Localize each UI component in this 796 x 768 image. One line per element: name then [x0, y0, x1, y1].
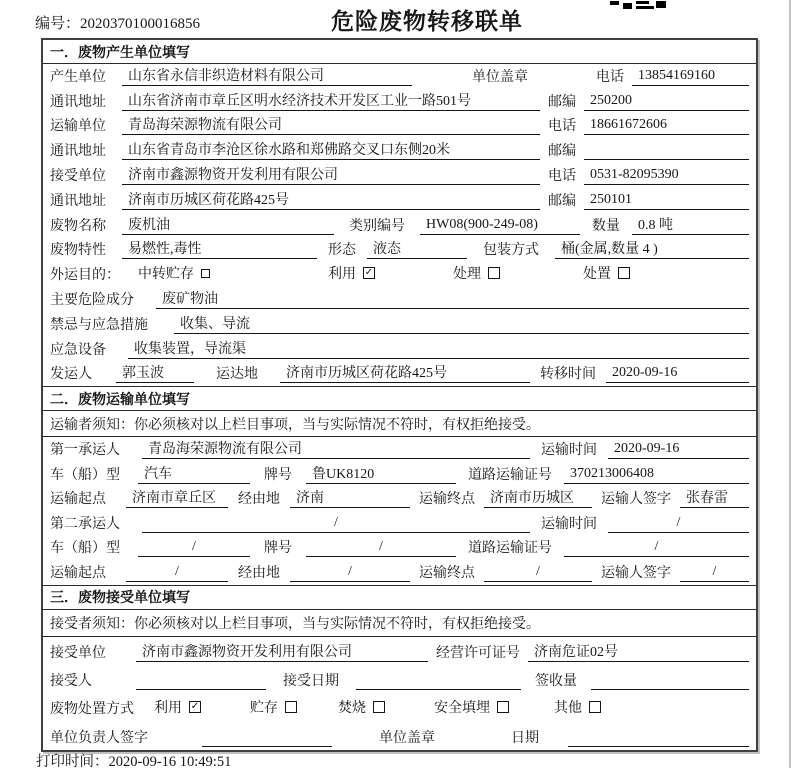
field-label: 形态 — [328, 243, 356, 259]
page-edge-line — [789, 0, 791, 768]
field-label: 废物名称 — [50, 218, 106, 234]
manifest-form — [41, 38, 758, 752]
field-label: 发运人 — [50, 367, 92, 383]
section-header: 三．废物接受单位填写 — [43, 585, 756, 610]
field-value: 液态 — [367, 238, 467, 259]
field-value: 郭玉波 — [116, 362, 194, 383]
checkbox-option — [250, 697, 338, 718]
field-label: 运输单位 — [50, 119, 106, 135]
field-label: 电话 — [596, 69, 624, 85]
static-text: 单位盖章 — [472, 69, 528, 85]
field-label: 运输人签字 — [601, 565, 671, 581]
field-value: 0531-82095390 — [584, 167, 749, 185]
field-value: HW08(900-249-08) — [420, 217, 580, 235]
serial-value: 2020370100016856 — [80, 16, 201, 32]
field-value: 济南市历城区荷花路425号 — [122, 189, 540, 210]
field-label: 单位负责人签字 — [50, 730, 148, 746]
checkbox-unchecked-icon — [201, 269, 210, 278]
checkbox-label: 中转贮存 — [138, 267, 194, 283]
field-value — [356, 672, 521, 690]
print-time — [36, 750, 231, 768]
field-label: 包装方式 — [483, 243, 539, 259]
form-row — [43, 262, 756, 287]
field-value: 张春雷 — [680, 487, 749, 508]
form-row — [43, 287, 756, 312]
field-label: 废物处置方式 — [50, 702, 134, 718]
field-label: 签收量 — [535, 674, 577, 690]
checkbox-option — [328, 263, 453, 284]
section-header: 一．废物产生单位填写 — [43, 40, 756, 64]
field-label: 通讯地址 — [50, 193, 106, 209]
notice-row — [43, 411, 756, 437]
field-label: 接受单位 — [50, 168, 106, 184]
field-label: 邮编 — [548, 144, 576, 160]
form-row — [43, 337, 756, 362]
checkbox-option — [583, 263, 749, 284]
field-label: 电话 — [548, 119, 576, 135]
field-label: 牌号 — [264, 467, 292, 483]
checkbox-label: 利用 — [328, 267, 356, 283]
field-label: 运输时间 — [541, 516, 597, 532]
field-label: 接受日期 — [283, 674, 339, 690]
field-value: 收集装置，导流渠 — [128, 338, 749, 359]
field-value — [568, 729, 749, 747]
field-value — [591, 672, 749, 690]
checkbox-checked-icon: ✓ — [190, 701, 200, 713]
form-row — [43, 213, 756, 238]
field-label: 接受单位 — [50, 646, 106, 662]
form-row — [43, 238, 756, 263]
field-label: 数量 — [592, 218, 620, 234]
checkbox-checked-icon: ✓ — [364, 267, 374, 279]
checkbox-unchecked-icon — [373, 701, 385, 713]
field-value: 济南市鑫源物资开发利用有限公司 — [122, 164, 540, 185]
checkbox-option — [453, 263, 583, 284]
serial-label: 编号： — [35, 16, 81, 32]
field-value: 废矿物油 — [156, 288, 749, 309]
field-label: 接受人 — [50, 674, 92, 690]
form-row — [43, 89, 756, 114]
form-row — [43, 362, 756, 387]
field-value: 青岛海荣源物流有限公司 — [142, 438, 530, 459]
field-label: 主要危险成分 — [50, 292, 134, 308]
checkbox-unchecked-icon — [285, 701, 297, 713]
static-text: 单位盖章 — [379, 730, 435, 746]
field-label: 电话 — [548, 168, 576, 184]
form-row — [43, 693, 756, 721]
field-label: 第二承运人 — [50, 516, 120, 532]
field-value: / — [564, 539, 749, 557]
checkbox-option — [154, 697, 250, 718]
form-row — [43, 437, 756, 462]
field-label: 通讯地址 — [50, 144, 106, 160]
form-row — [43, 163, 756, 188]
form-row — [43, 64, 756, 89]
field-label: 通讯地址 — [50, 94, 106, 110]
checkbox-label: 安全填埋 — [434, 701, 490, 717]
qr-code-fragment — [610, 0, 668, 16]
field-value: 250101 — [584, 192, 749, 210]
checkbox-unchecked-icon — [497, 701, 509, 713]
field-label: 邮编 — [548, 193, 576, 209]
field-value: 收集、导流 — [174, 313, 749, 334]
field-label: 道路运输证号 — [468, 467, 552, 483]
field-value: 2020-09-16 — [606, 365, 749, 383]
form-row — [43, 462, 756, 487]
notice-row — [43, 610, 756, 637]
notice-text: 运输者须知：你必须核对以上栏目事项，当与实际情况不符时，有权拒绝接受。 — [50, 417, 540, 433]
field-label: 运输终点 — [419, 492, 475, 508]
form-row — [43, 511, 756, 536]
field-value: 青岛海荣源物流有限公司 — [122, 114, 540, 135]
field-value: 18661672606 — [584, 117, 749, 135]
form-row — [43, 188, 756, 213]
field-value: / — [680, 564, 749, 582]
field-value: 易燃性,毒性 — [122, 238, 317, 259]
print-time-label: 打印时间： — [36, 754, 109, 768]
field-value — [584, 142, 749, 160]
field-label: 牌号 — [264, 541, 292, 557]
field-label: 禁忌与应急措施 — [50, 317, 148, 333]
checkbox-label: 贮存 — [250, 701, 278, 717]
field-value: 250200 — [584, 93, 749, 111]
page-title: 危险废物转移联单 — [331, 8, 523, 34]
serial-number — [35, 12, 200, 33]
field-label: 经由地 — [238, 492, 280, 508]
field-label: 车（船）型 — [50, 467, 120, 483]
field-label: 类别编号 — [349, 218, 405, 234]
field-value: / — [608, 515, 749, 533]
field-label: 运输人签字 — [601, 492, 671, 508]
checkbox-label: 焚烧 — [338, 701, 366, 717]
checkbox-option — [138, 263, 328, 284]
form-row — [43, 312, 756, 337]
checkbox-unchecked-icon — [488, 267, 500, 279]
field-value: 0.8 吨 — [632, 214, 749, 235]
field-label: 运输起点 — [50, 492, 106, 508]
field-value: 济南市鑫源物资开发利用有限公司 — [136, 641, 428, 662]
field-label: 车（船）型 — [50, 541, 120, 557]
form-row — [43, 665, 756, 693]
field-label: 第一承运人 — [50, 442, 120, 458]
field-value: / — [290, 564, 410, 582]
field-label: 运达地 — [216, 367, 258, 383]
checkbox-label: 处置 — [583, 267, 611, 283]
field-value: / — [126, 564, 228, 582]
field-value: 山东省青岛市李沧区徐水路和郑佛路交叉口东侧20米 — [122, 139, 540, 160]
print-time-value: 2020-09-16 10:49:51 — [108, 754, 232, 768]
form-row — [43, 721, 756, 749]
field-value: 山东省永信非织造材料有限公司 — [122, 65, 412, 86]
checkbox-option — [554, 697, 749, 718]
checkbox-label: 其他 — [554, 701, 582, 717]
field-value: 13854169160 — [632, 68, 749, 86]
field-value: / — [484, 564, 592, 582]
field-value — [136, 672, 266, 690]
field-label: 邮编 — [548, 94, 576, 110]
form-row — [43, 536, 756, 561]
form-row — [43, 487, 756, 512]
field-label: 经营许可证号 — [436, 646, 520, 662]
section-header: 二．废物运输单位填写 — [43, 386, 756, 411]
field-value: 济南危证02号 — [528, 641, 749, 662]
form-row — [43, 138, 756, 163]
field-label: 运输起点 — [50, 565, 106, 581]
field-label: 应急设备 — [50, 342, 106, 358]
checkbox-option — [434, 697, 554, 718]
field-value: / — [138, 539, 250, 557]
field-label: 运输终点 — [419, 565, 475, 581]
form-row — [43, 637, 756, 665]
field-value: 370213006408 — [564, 466, 749, 484]
field-value: 汽车 — [138, 463, 250, 484]
field-value: / — [306, 539, 456, 557]
field-label: 废物特性 — [50, 243, 106, 259]
checkbox-option — [338, 697, 434, 718]
field-value: 济南市历城区荷花路425号 — [280, 362, 530, 383]
form-row — [43, 560, 756, 585]
field-label: 产生单位 — [50, 69, 106, 85]
field-value: 鲁UK8120 — [306, 463, 456, 484]
field-value: 山东省济南市章丘区明水经济技术开发区工业一路501号 — [122, 90, 540, 111]
checkbox-label: 处理 — [453, 267, 481, 283]
checkbox-unchecked-icon — [618, 267, 630, 279]
field-label: 道路运输证号 — [468, 541, 552, 557]
field-value: 济南市章丘区 — [126, 487, 228, 508]
field-value — [202, 729, 332, 747]
field-label: 外运目的： — [50, 268, 120, 284]
checkbox-unchecked-icon — [589, 701, 601, 713]
field-label: 转移时间 — [540, 367, 596, 383]
field-value: 2020-09-16 — [608, 441, 749, 459]
notice-text: 接受者须知：你必须核对以上栏目事项，当与实际情况不符时，有权拒绝接受。 — [50, 616, 540, 632]
field-value: 济南市历城区 — [484, 487, 592, 508]
checkbox-label: 利用 — [154, 701, 182, 717]
field-value: 桶(金属,数量 4 ) — [555, 238, 749, 259]
field-value: / — [142, 515, 530, 533]
field-value: 废机油 — [122, 214, 334, 235]
form-row — [43, 114, 756, 139]
field-label: 日期 — [511, 730, 539, 746]
field-label: 运输时间 — [541, 442, 597, 458]
field-label: 经由地 — [238, 565, 280, 581]
field-value: 济南 — [290, 487, 410, 508]
